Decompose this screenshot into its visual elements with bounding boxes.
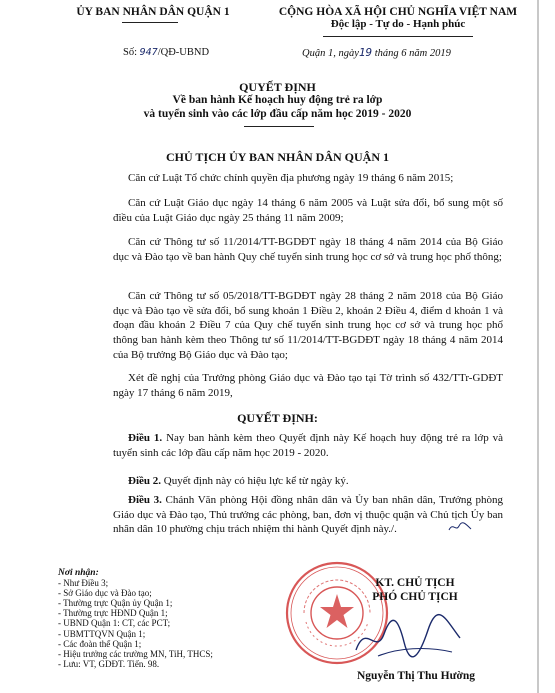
signature-block-title [330,576,500,604]
signature-title-line1: KT. CHỦ TỊCH [375,577,455,589]
document-subject-line1: Về ban hành Kế hoạch huy động trẻ ra lớp [172,94,383,106]
document-type-title: QUYẾT ĐỊNH [239,80,316,94]
date-prefix: Quận 1, ngày [302,48,359,59]
recipient-item: - Thường trực HĐND Quận 1; [58,608,168,619]
article-2 [113,474,503,489]
recipients-heading: Nơi nhận: [58,568,99,578]
article-text: Chánh Văn phòng Hội đồng nhân dân và Ủy ban nhân dân, Trưởng phòng Giáo dục và Đào tạo, Thủ trưởng các phòng, ban, đơn vị thuộc quận và Chủ tịch Ủy ban nhân dân 10 phường chịu trách nhiệm thi hành Quyết định này./. [113,494,503,536]
date-day-handwritten: 19 [358,46,373,59]
preamble-paragraph: Căn cứ Luật Tổ chức chính quyền địa phương ngày 19 tháng 6 năm 2015; [128,172,454,184]
handwritten-signature [348,612,468,666]
signer-name: Nguyễn Thị Thu Hường [357,670,475,682]
document-subject-line2: và tuyển sinh vào các lớp đầu cấp năm học 2019 - 2020 [143,108,412,120]
article-text: Quyết định này có hiệu lực kể từ ngày ký. [161,475,349,487]
org-underline [122,22,178,23]
recipient-item: - Các đoàn thể Quận 1; [58,638,142,649]
national-header [258,6,538,30]
recipient-item: - Sở Giáo dục và Đào tạo; [58,588,152,599]
handwritten-initial [447,520,473,534]
recipients-list [58,568,268,669]
document-number [123,47,209,58]
title-underline [244,126,314,127]
article-lead: Điều 2. [128,475,161,487]
article-3 [113,493,503,537]
issuing-authority: CHỦ TỊCH ỦY BAN NHÂN DÂN QUẬN 1 [165,150,389,164]
national-motto: Độc lập - Tự do - Hạnh phúc [330,18,466,30]
article-lead: Điều 3. [128,494,162,506]
article-1 [113,431,503,460]
recipient-item: - Lưu: VT, GDĐT. Tiến. 98. [58,658,160,669]
recipient-item: - UBMTTQVN Quận 1; [58,628,146,639]
issuing-organization: ỦY BAN NHÂN DÂN QUẬN 1 [76,6,230,18]
recipient-item: - Hiệu trưởng các trường MN, TiH, THCS; [58,648,213,659]
preamble-paragraph: Căn cứ Thông tư số 05/2018/TT-BGDĐT ngày 28 tháng 2 năm 2018 của Bộ Giáo dục và Đào tạo về sửa đổi, bổ sung khoản 1 Điều 2, khoản 2 Điều 4, điểm d khoản 1 và đoạn đầu khoản 2 Điều 7 của Quy chế tuyển sinh trung học cơ sở và trung học phổ thông ban hành kèm theo Thông tư số 11/2014/TT-BGDĐT ngày 18 tháng 4 năm 2014 của Bộ trưởng Bộ Giáo dục và Đào tạo; [113,290,503,361]
recipient-item: - Thường trực Quận ủy Quận 1; [58,598,173,609]
national-title: CỘNG HÒA XÃ HỘI CHỦ NGHĨA VIỆT NAM [278,6,518,18]
doc-number-suffix: /QĐ-UBND [157,47,210,58]
doc-number-prefix: Số: [123,47,138,58]
doc-number-handwritten: 947 [139,47,158,58]
recipient-item: - UBND Quận 1: CT, các PCT; [58,618,171,629]
article-lead: Điều 1. [128,432,163,444]
recipient-item: - Như Điều 3; [58,578,109,589]
article-text: Nay ban hành kèm theo Quyết định này Kế hoạch huy động trẻ ra lớp và tuyển sinh các lớp đầu cấp năm học 2019 - 2020. [113,432,503,459]
decision-heading: QUYẾT ĐỊNH: [237,411,318,425]
preamble-paragraph: Căn cứ Thông tư số 11/2014/TT-BGDĐT ngày 18 tháng 4 năm 2014 của Bộ Giáo dục và Đào tạo về ban hành Quy chế tuyển sinh trung học cơ sở và trung học phổ thông; [113,236,503,263]
issue-date [302,46,451,59]
motto-underline [323,36,473,37]
preamble-paragraph: Căn cứ Luật Giáo dục ngày 14 tháng 6 năm 2005 và Luật sửa đổi, bổ sung một số điều của Luật Giáo dục ngày 25 tháng 11 năm 2009; [113,197,503,224]
date-suffix: tháng 6 năm 2019 [374,48,451,59]
preamble-paragraph: Xét đề nghị của Trưởng phòng Giáo dục và Đào tạo tại Tờ trình số 432/TTr-GDĐT ngày 17 tháng 6 năm 2019, [113,372,503,399]
signature-title-line2: PHÓ CHỦ TỊCH [372,591,458,603]
